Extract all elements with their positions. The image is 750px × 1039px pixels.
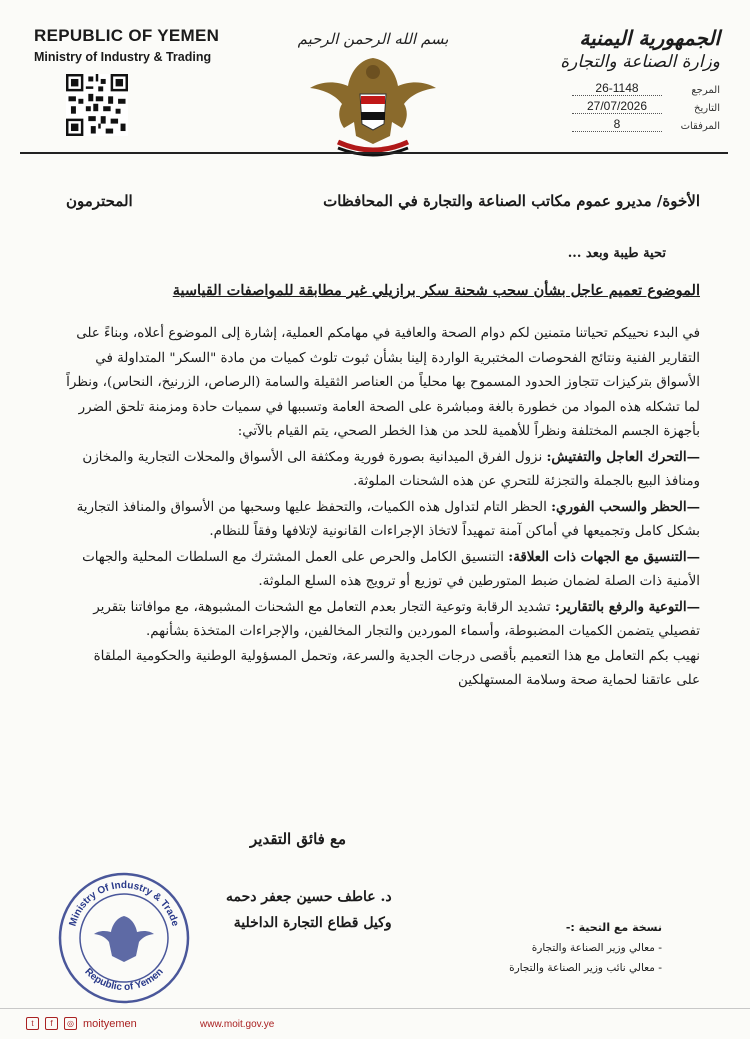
page-footer: [0, 1008, 750, 1039]
item-title: —التحرك العاجل والتفتيش:: [546, 448, 700, 465]
official-stamp-icon: [54, 868, 194, 1008]
english-header: [34, 26, 234, 64]
qr-code-icon: [66, 74, 128, 136]
reference-label: المرجع: [691, 85, 720, 96]
copies-block: [509, 918, 662, 978]
signature-block: [226, 884, 392, 936]
item-text: التنسيق الكامل والحرص على العمل المشترك مع السلطات المحلية والجهات الأمنية ذات الصلة لضمان ضبط المتورطين في توزيع أو ترويج هذه السلع الملوثة.: [82, 549, 700, 589]
arabic-header: [520, 26, 720, 72]
letter-body: [66, 322, 700, 694]
addressee: الأخوة/ مديرو عموم مكاتب الصناعة والتجارة في المحافظات: [323, 192, 700, 210]
subject-line: الموضوع تعميم عاجل بشأن سحب شحنة سكر برازيلي غير مطابقة للمواصفات القياسية: [172, 282, 700, 299]
twitter-icon: t: [26, 1017, 39, 1030]
conclusion-paragraph: نهيب بكم التعامل مع هذا التعميم بأقصى درجات الجدية والسرعة، وتحمل المسؤولية الوطنية والحكومية الملقاة على عاتقنا لحماية صحة وسلامة المستهلكين: [93, 648, 700, 688]
addressee-line: [66, 192, 700, 210]
attachments-row: [520, 114, 720, 132]
list-item: [66, 495, 700, 545]
yemen-eagle-emblem: [298, 24, 448, 160]
social-icons: [26, 1017, 137, 1030]
date-row: [520, 96, 720, 114]
item-text: الحظر التام لتداول هذه الكميات، والتحفظ عليها وسحبها من الأسواق والمنافذ التجارية بشكل كامل وتجميعها في أماكن آمنة تمهيداً لاتخاذ الإجراءات القانونية لإتلافها وفقاً للنظام.: [76, 499, 700, 539]
social-handle: moityemen: [83, 1017, 137, 1030]
date-value: 27/07/2026: [572, 99, 662, 114]
honorific: المحترمون: [66, 192, 133, 210]
country-name-ar: الجمهورية اليمنية: [579, 26, 720, 50]
facebook-icon: f: [45, 1017, 58, 1030]
item-title: —التوعية والرفع بالتقارير:: [554, 598, 700, 615]
copy-recipient: - معالي نائب وزير الصناعة والتجارة: [509, 962, 662, 974]
item-text: نزول الفرق الميدانية بصورة فورية ومكثفة الى الأسواق والمحلات التجارية والمخازن ومنافذ البيع بالجملة والتجزئة للتحري عن هذه الشحنات الملوثة.: [82, 449, 700, 489]
stamp-ring-text-2: Republic of Yemen: [82, 966, 166, 994]
date-label: التاريخ: [694, 103, 720, 114]
header-divider: [20, 152, 728, 154]
copies-heading: نسخة مع التحية :-: [565, 921, 662, 934]
list-item: [66, 445, 700, 495]
copy-recipient: - معالي وزير الصناعة والتجارة: [531, 942, 662, 954]
country-name-en: REPUBLIC OF YEMEN: [34, 26, 220, 45]
basmala-text: بسم الله الرحمن الرحيم: [298, 30, 448, 48]
website-url: www.moit.gov.ye: [200, 1019, 275, 1030]
instagram-icon: ◎: [64, 1017, 77, 1030]
attachments-value: 8: [572, 117, 662, 132]
reference-row: [520, 78, 720, 96]
item-title: —التنسيق مع الجهات ذات العلاقة:: [508, 548, 700, 565]
list-item: [66, 595, 700, 645]
attachments-label: المرفقات: [680, 121, 720, 132]
item-text: تشديد الرقابة وتوعية التجار بعدم التعامل مع الشحنات المشبوهة، مع موافاتنا بتقرير تفصيلي يتضمن الكميات المضبوطة، وأسماء الموردين والتجار المخالفين، والإجراءات المتخذة بشأنهم.: [93, 599, 700, 639]
signatory-title: وكيل قطاع التجارة الداخلية: [233, 915, 392, 931]
item-title: —الحظر والسحب الفوري:: [551, 498, 700, 515]
closing-line: مع فائق التقدير: [250, 830, 347, 848]
greeting: تحية طيبة وبعد ...: [567, 246, 666, 261]
ministry-name-ar: وزارة الصناعة والتجارة: [560, 52, 720, 72]
reference-block: [520, 78, 720, 132]
reference-value: 26-1148: [572, 81, 662, 96]
stamp-ring-text: Ministry Of Industry & Trade: [67, 880, 181, 928]
list-item: [66, 545, 700, 595]
signatory-name: د. عاطف حسين جعفر دحمه: [226, 889, 392, 905]
intro-paragraph: في البدء نحييكم تحياتنا متمنين لكم دوام الصحة والعافية في مهامكم العملية، إشارة إلى الموضوع أعلاه، وبناءً على التقارير الفنية ونتائج الفحوصات المختبرية الواردة إلينا بشأن ثبوت تلوث كميات من مادة "السكر" المتداولة في الأسواق بتركيزات تتجاوز الحدود المسموح بها محلياً من العناصر الثقيلة والسامة (الرصاص، الزرنيخ، النحاس)، ونظراً لما تشكله هذه المواد من خطورة بالغة ومباشرة على الصحة العامة وتسببها في سميات حادة ومزمنة تلحق الضرر بأجهزة الجسم المختلفة ونظراً للأهمية للحد من هذا الخطر الصحي، يتم القيام بالآتي:: [66, 326, 700, 439]
ministry-name-en: Ministry of Industry & Trading: [34, 50, 212, 64]
